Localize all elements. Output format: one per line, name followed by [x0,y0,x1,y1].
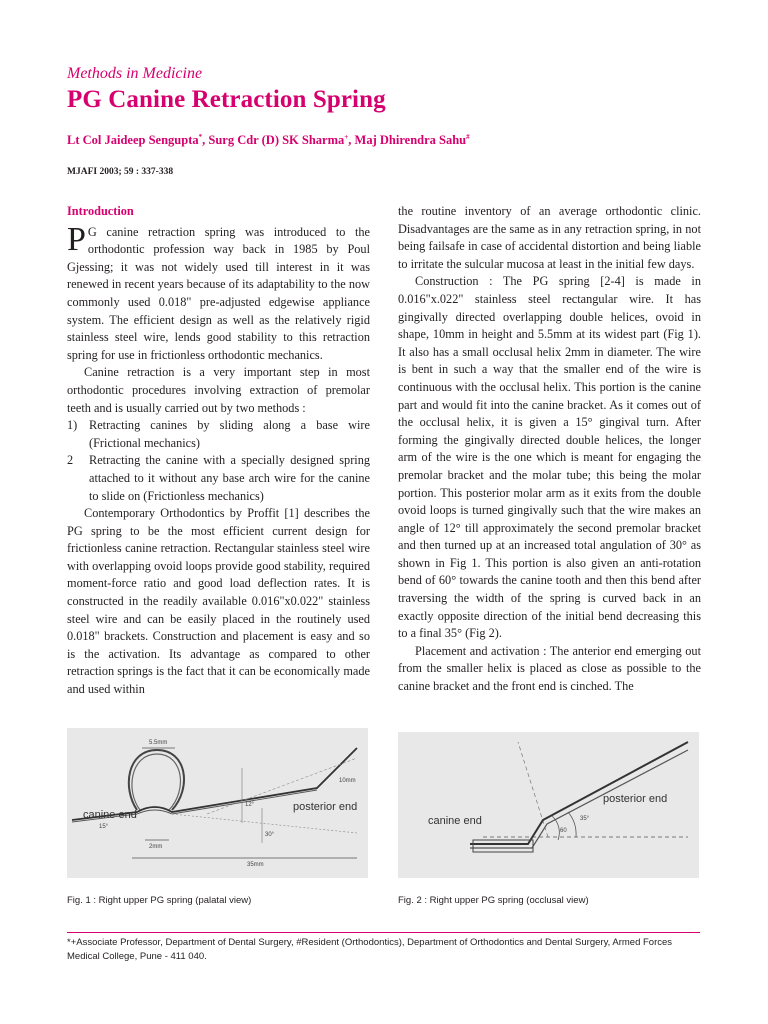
journal-citation: MJAFI 2003; 59 : 337-338 [67,167,174,177]
figure-2-drawing [398,732,699,878]
footnote-divider [67,932,700,933]
list-item-number: 1) [67,418,78,433]
intro-paragraph-1 [67,220,370,365]
methods-list [67,417,370,505]
figure-1-drawing [67,728,368,878]
fig1-mark: 15° [99,824,109,830]
article-title: PG Canine Retraction Spring [67,86,386,113]
fig2-label-canine-end: canine end [428,815,482,827]
list-item [67,452,370,505]
drop-cap: P [67,220,86,258]
series-label: Methods in Medicine [67,65,203,82]
construction-paragraph: Construction : The PG spring [2-4] is made in 0.016"x.022" stainless steel rectangular wire. It has gingivally directed overlapping double helices, ovoid in shape, 10mm in height and 5.5mm at its widest part (Fig 1). It also has a small occlusal helix 2mm in diameter. The wire is bent in such a way that the smaller end of the wire is continuous with the occlusal helix. This portion is the canine part and would fit into the canine bracket. As it comes out of the occlusal helix, it is given a 15° gingival turn. After forming the gingivally directed double helices, the longer arm of the wire is the one which is meant for engaging the premolar bracket and the molar tube; this being the molar portion. This posterior molar arm as it exits from the double ovoid loops is turned gingivally such that the wire makes an angle of 12° till approximately the second premolar bracket and then turned up at an increased total angulation of 30° as shown in Fig 1. This portion is also given an anti-rotation bend of 60° towards the canine tooth and then this bend after traversing the width of the spring is curved back in an exactly opposite direction of the initial bend decreasing this to a final 35° (Fig 2). [398,274,701,641]
fig2-label-posterior-end: posterior end [603,793,668,805]
placement-paragraph: Placement and activation : The anterior end emerging out from the smaller helix is placed as close as possible to the canine bracket and the front end is cinched. The [398,643,701,694]
fig1-mark: 2mm [149,844,163,850]
figure-2-caption: Fig. 2 : Right upper PG spring (occlusal view) [398,895,589,906]
author-line: Lt Col Jaideep Sengupta*, Surg Cdr (D) SK Sharma+, Maj Dhirendra Sahu# [67,133,470,148]
author-mark: # [466,133,470,141]
author-affiliation-footnote: *+Associate Professor, Department of Dental Surgery, #Resident (Orthodontics), Department of Orthodontics and Dental Surgery, Armed Forces Medical College, Pune - 411 040. [67,937,673,962]
author-name: Lt Col Jaideep Sengupta [67,133,199,148]
author-name: Surg Cdr (D) SK Sharma [208,133,345,148]
right-column [398,203,701,696]
figure-2-image [398,732,699,878]
author-name: Maj Dhirendra Sahu [354,133,467,148]
fig1-mark: 30° [265,832,275,838]
fig2-mark: 35° [580,816,590,822]
list-item-number: 2 [67,453,74,468]
list-item [67,417,370,452]
fig1-mark: 5.5mm [149,740,168,746]
fig1-mark: 35mm [247,862,264,868]
fig1-mark: 10mm [339,778,356,784]
fig1-label-posterior-end: posterior end [293,801,358,813]
figure-1-caption: Fig. 1 : Right upper PG spring (palatal view) [67,895,252,906]
section-heading-introduction: Introduction [67,204,134,218]
intro-paragraph-3: Contemporary Orthodontics by Proffit [1] describes the PG spring to be the most efficient current design for frictionless canine retraction. Rectangular stainless steel wire with overlapping ovoid loops provide good stability, required moment-force ratio and good load deflection rates. It is constructed in the readily available 0.016"x0.022" stainless steel wire and can be easily placed in the routinely used 0.018" brackets. Construction and placement is easy and so is the activation. Its advantage as compared to other retraction springs is the fact that it can be economically made and used within [67,506,370,697]
intro-paragraph-2: Canine retraction is a very important step in most orthodontic procedures involving extraction of premolar teeth and is usually carried out by two methods : [67,365,370,415]
fig1-mark: 12° [245,802,255,808]
list-item-text: Retracting the canine with a specially designed spring attached to it without any base arch wire for the canine to slide on (Frictionless mechanics) [89,453,370,503]
fig1-label-canine-end: canine end [83,809,137,821]
fig2-mark: 60 [560,828,567,834]
figure-1-image [67,728,368,878]
left-column [67,203,370,699]
list-item-text: Retracting canines by sliding along a base wire (Frictional mechanics) [89,418,370,450]
intro-paragraph-1-text: G canine retraction spring was introduced to the orthodontic profession way back in 1985 by Poul Gjessing; it was not widely used till interest in it was renewed in recent years because of its adaptability to the now commonly used 0.018" pre-adjusted edgewise appliance system. The efficient design as well as the relatively rigid stainless steel wire, lends good stability to this retraction spring for use in frictionless orthodontic mechanics. [67,224,370,362]
author-mark: * [198,133,203,141]
body-paragraph-continued: the routine inventory of an average orthodontic clinic. Disadvantages are the same as in any retraction spring, in not being failsafe in case of accidental distortion and being liable to irritate the sulcular mucosa at least in the initial few days. [398,204,701,271]
author-mark: + [344,133,349,141]
